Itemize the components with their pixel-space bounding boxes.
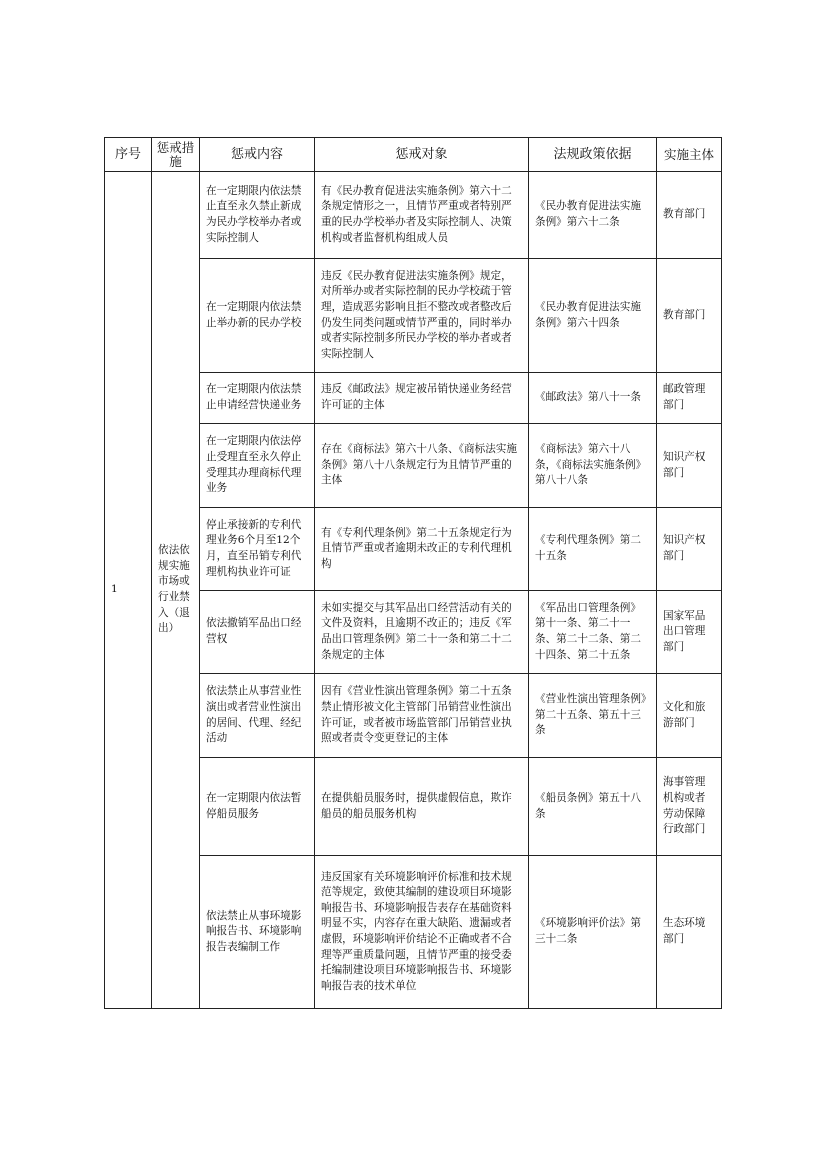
header-measure: 惩戒措施 bbox=[152, 138, 200, 172]
agency-cell: 国家军品出口管理部门 bbox=[657, 591, 722, 674]
target-cell: 有《专利代理条例》第二十五条规定行为且情节严重或者逾期未改正的专利代理机构 bbox=[315, 508, 529, 591]
content-cell: 在一定期限内依法禁止举办新的民办学校 bbox=[200, 259, 315, 373]
agency-cell: 知识产权部门 bbox=[657, 424, 722, 508]
content-cell: 依法撤销军品出口经营权 bbox=[200, 591, 315, 674]
target-cell: 存在《商标法》第六十八条、《商标法实施条例》第八十八条规定行为且情节严重的主体 bbox=[315, 424, 529, 508]
basis-cell: 《邮政法》第八十一条 bbox=[529, 373, 657, 424]
content-cell: 在一定期限内依法禁止申请经营快递业务 bbox=[200, 373, 315, 424]
content-cell: 在一定期限内依法禁止直至永久禁止新成为民办学校举办者或实际控制人 bbox=[200, 172, 315, 259]
basis-cell: 《商标法》第六十八条，《商标法实施条例》第八十八条 bbox=[529, 424, 657, 508]
agency-cell: 海事管理机构或者劳动保障行政部门 bbox=[657, 758, 722, 856]
header-target: 惩戒对象 bbox=[315, 138, 529, 172]
target-cell: 因有《营业性演出管理条例》第二十五条禁止情形被文化主管部门吊销营业性演出许可证，或者被市场监管部门吊销营业执照或者责令变更登记的主体 bbox=[315, 674, 529, 758]
seq-cell: 1 bbox=[105, 172, 152, 1009]
content-cell: 依法禁止从事营业性演出或者营业性演出的居间、代理、经纪活动 bbox=[200, 674, 315, 758]
agency-cell: 文化和旅游部门 bbox=[657, 674, 722, 758]
basis-cell: 《专利代理条例》第二十五条 bbox=[529, 508, 657, 591]
agency-cell: 邮政管理部门 bbox=[657, 373, 722, 424]
content-cell: 依法禁止从事环境影响报告书、环境影响报告表编制工作 bbox=[200, 856, 315, 1009]
table-header-row bbox=[105, 138, 722, 172]
header-content: 惩戒内容 bbox=[200, 138, 315, 172]
content-cell: 在一定期限内依法停止受理直至永久停止受理其办理商标代理业务 bbox=[200, 424, 315, 508]
header-basis: 法规政策依据 bbox=[529, 138, 657, 172]
header-seq: 序号 bbox=[105, 138, 152, 172]
agency-cell: 教育部门 bbox=[657, 172, 722, 259]
agency-cell: 教育部门 bbox=[657, 259, 722, 373]
target-cell: 违反《邮政法》规定被吊销快递业务经营许可证的主体 bbox=[315, 373, 529, 424]
content-cell: 停止承接新的专利代理业务6个月至12个月，直至吊销专利代理机构执业许可证 bbox=[200, 508, 315, 591]
basis-cell: 《军品出口管理条例》第十一条、第二十一条、第二十二条、第二十四条、第二十五条 bbox=[529, 591, 657, 674]
target-cell: 有《民办教育促进法实施条例》第六十二条规定情形之一，且情节严重或者特别严重的民办学校举办者及实际控制人、决策机构或者监督机构组成人员 bbox=[315, 172, 529, 259]
agency-cell: 知识产权部门 bbox=[657, 508, 722, 591]
basis-cell: 《民办教育促进法实施条例》第六十二条 bbox=[529, 172, 657, 259]
basis-cell: 《环境影响评价法》第三十二条 bbox=[529, 856, 657, 1009]
header-agency: 实施主体 bbox=[657, 138, 722, 172]
punishment-table bbox=[104, 137, 722, 1009]
target-cell: 违反《民办教育促进法实施条例》规定，对所举办或者实际控制的民办学校疏于管理，造成恶劣影响且拒不整改或者整改后仍发生同类问题或情节严重的，同时举办或者实际控制多所民办学校的举办者或者实际控制人 bbox=[315, 259, 529, 373]
basis-cell: 《营业性演出管理条例》第二十五条、第五十三条 bbox=[529, 674, 657, 758]
content-cell: 在一定期限内依法暂停船员服务 bbox=[200, 758, 315, 856]
target-cell: 未如实提交与其军品出口经营活动有关的文件及资料，且逾期不改正的；违反《军品出口管理条例》第二十一条和第二十二条规定的主体 bbox=[315, 591, 529, 674]
agency-cell: 生态环境部门 bbox=[657, 856, 722, 1009]
basis-cell: 《船员条例》第五十八条 bbox=[529, 758, 657, 856]
target-cell: 违反国家有关环境影响评价标准和技术规范等规定，致使其编制的建设项目环境影响报告书、环境影响报告表存在基础资料明显不实，内容存在重大缺陷、遗漏或者虚假，环境影响评价结论不正确或者不合理等严重质量问题，且情节严重的接受委托编制建设项目环境影响报告书、环境影响报告表的技术单位 bbox=[315, 856, 529, 1009]
table-row bbox=[105, 172, 722, 259]
basis-cell: 《民办教育促进法实施条例》第六十四条 bbox=[529, 259, 657, 373]
measure-cell: 依法依规实施市场或行业禁入（退出） bbox=[152, 172, 200, 1009]
target-cell: 在提供船员服务时，提供虚假信息，欺诈船员的船员服务机构 bbox=[315, 758, 529, 856]
